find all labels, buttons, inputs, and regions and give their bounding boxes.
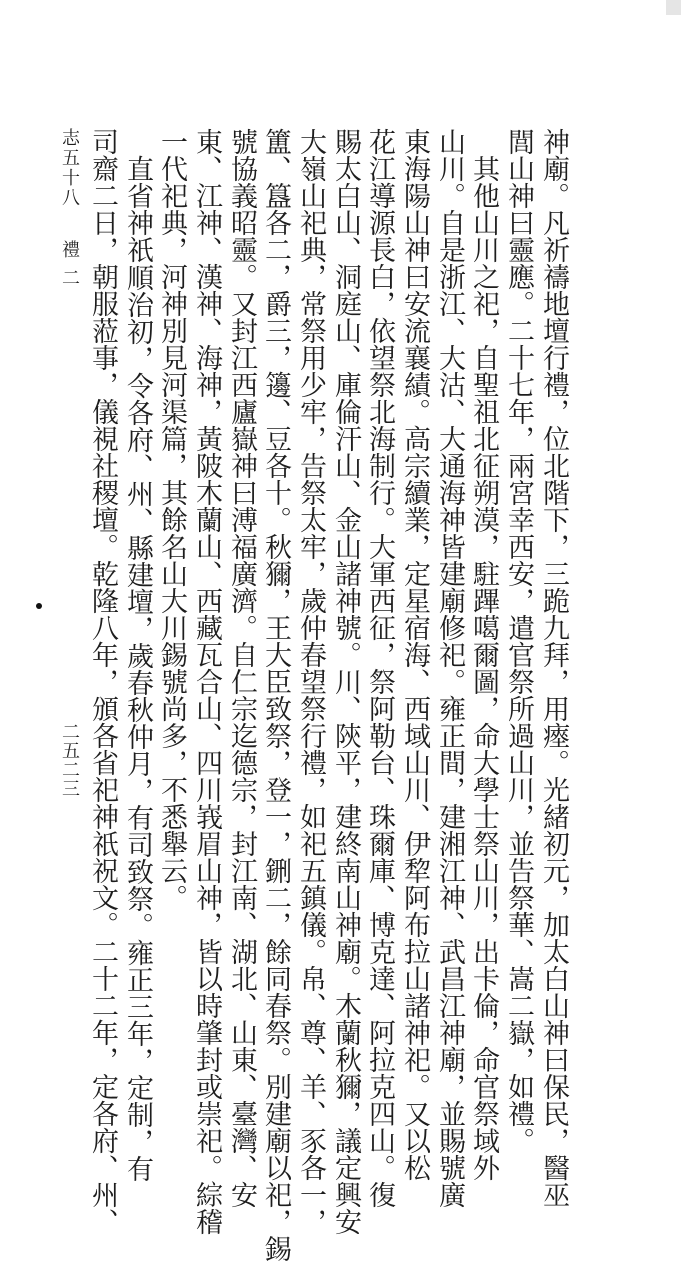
text-column: 順治初，令各府、州、縣建壇，歲春秋仲月，有司致祭。雍正三年，定制，有 (122, 264, 153, 1182)
text-column: 號協義昭靈。又封江西廬嶽神曰溥福廣濟。自仁宗迄德宗，封江南、湖北、山東、臺灣、安 (226, 128, 257, 1208)
scan-mark (36, 603, 42, 609)
text-column: 司齋二日，朝服蒞事，儀視社稷壇。乾隆八年，頒各省祀神祇祝文。二十二年，定各府、州、 (87, 128, 118, 1235)
section-heading: 直省神祇 (122, 155, 153, 263)
running-header-section: 志五十八 (59, 128, 80, 208)
text-column: 其他山川之祀，自聖祖北征朔漠，駐蹕噶爾圖，命大學士祭山川，出卡倫，命官祭域外 (468, 155, 499, 1181)
text-column: 花江導源長白，依望祭北海制行。大軍西征，祭阿勒台、珠爾庫、博克達、阿拉克四山。復 (364, 128, 395, 1208)
text-column: 東海陽山神曰安流襄績。高宗續業，定星宿海、西域山川、伊犂阿布拉山諸神祀。又以松 (399, 128, 430, 1181)
text-column: 大嶺山祀典，常祭用少牢，告祭太牢，歲仲春望祭行禮，如祀五鎮儀。帛、尊、羊、豕各一， (295, 128, 326, 1235)
scan-corner (666, 0, 681, 15)
text-column: 一代祀典，河神別見河渠篇，其餘名山大川錫號尚多，不悉舉云。 (156, 128, 187, 911)
running-header-title: 禮二 (59, 240, 80, 296)
text-column: 賜太白山、洞庭山、庫倫汗山、金山諸神號。川、陝平，建終南山神廟。木蘭秋獮，議定興安 (330, 128, 361, 1235)
page-number: 二五二三 (59, 722, 80, 798)
text-column: 東、江神、漢神、海神，黃陂木蘭山、西藏瓦合山、四川峩眉山神，皆以時肇封或崇祀。綜稽 (191, 128, 222, 1235)
text-column: 山川。自是浙江、大沽、大通海神皆建廟修祀。雍正間，建湘江神、武昌江神廟，並賜號廣 (434, 128, 465, 1208)
text-column: 閭山神曰靈應。二十七年，兩宮幸西安，遣官祭所過山川，並告祭華、嵩二嶽，如禮。 (503, 128, 534, 1154)
text-column: 神廟。凡祈禱地壇行禮，位北階下，三跪九拜，用瘞。光緒初元，加太白山神曰保民，醫巫 (538, 128, 569, 1208)
text-column: 簠、簋各二，爵三，籩、豆各十。秋獮，王大臣致祭，登一，鉶二，餘同春祭。別建廟以祀，錫 (260, 128, 291, 1262)
